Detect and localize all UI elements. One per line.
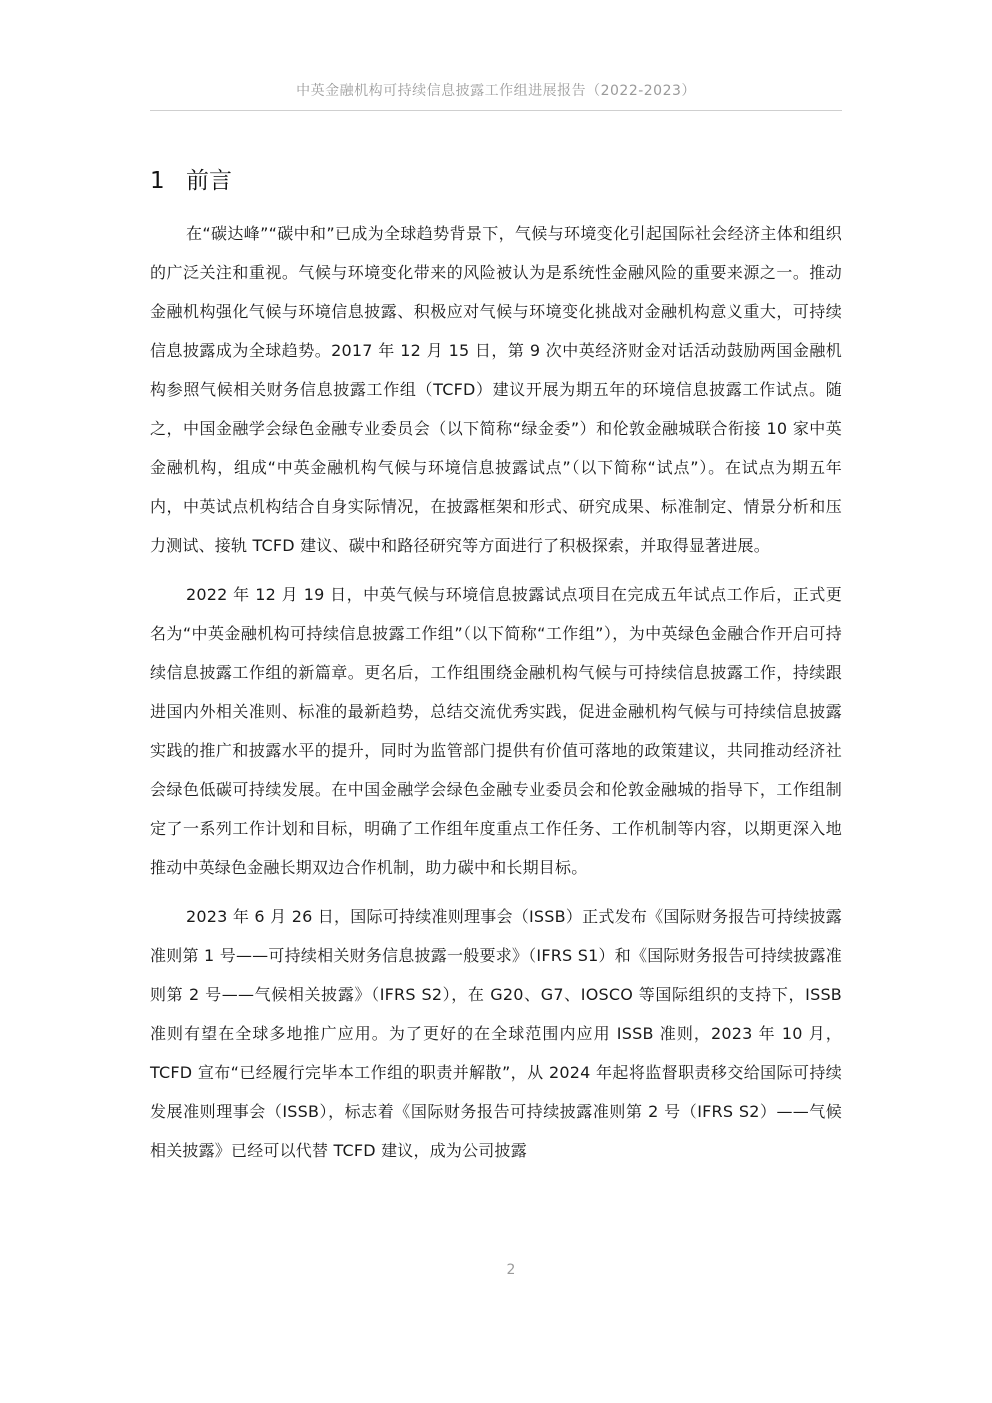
running-header: 中英金融机构可持续信息披露工作组进展报告（2022-2023） <box>296 83 696 99</box>
body-text <box>150 214 842 1180</box>
section-number: 1 <box>150 168 165 194</box>
page-number: 2 <box>506 1262 516 1278</box>
section-title: 前言 <box>186 168 232 194</box>
section-heading <box>150 162 232 195</box>
paragraph-1: 在“碳达峰”“碳中和”已成为全球趋势背景下，气候与环境变化引起国际社会经济主体和组织的广泛关注和重视。气候与环境变化带来的风险被认为是系统性金融风险的重要来源之一。推动金融机构强化气候与环境信息披露、积极应对气候与环境变化挑战对金融机构意义重大，可持续信息披露成为全球趋势。2017 年 12 月 15 日，第 9 次中英经济财金对话活动鼓励两国金融机构参照气候相关财务信息披露工作组（TCFD）建议开展为期五年的环境信息披露工作试点。随之，中国金融学会绿色金融专业委员会（以下简称“绿金委”）和伦敦金融城联合衔接 10 家中英金融机构，组成“中英金融机构气候与环境信息披露试点”（以下简称“试点”）。在试点为期五年内，中英试点机构结合自身实际情况，在披露框架和形式、研究成果、标准制定、情景分析和压力测试、接轨 TCFD 建议、碳中和路径研究等方面进行了积极探索，并取得显著进展。 <box>150 224 842 555</box>
header-divider <box>150 110 842 111</box>
paragraph-3: 2023 年 6 月 26 日，国际可持续准则理事会（ISSB）正式发布《国际财务报告可持续披露准则第 1 号——可持续相关财务信息披露一般要求》（IFRS S1）和《国际财务报告可持续披露准则第 2 号——气候相关披露》（IFRS S2），在 G20、G7、IOSCO 等国际组织的支持下，ISSB 准则有望在全球多地推广应用。为了更好的在全球范围内应用 ISSB 准则，2023 年 10 月，TCFD 宣布“已经履行完毕本工作组的职责并解散”，从 2024 年起将监督职责移交给国际可持续发展准则理事会（ISSB），标志着《国际财务报告可持续披露准则第 2 号（IFRS S2）——气候相关披露》已经可以代替 TCFD 建议，成为公司披露 <box>150 907 842 1160</box>
paragraph-2: 2022 年 12 月 19 日，中英气候与环境信息披露试点项目在完成五年试点工作后，正式更名为“中英金融机构可持续信息披露工作组”（以下简称“工作组”），为中英绿色金融合作开启可持续信息披露工作组的新篇章。更名后，工作组围绕金融机构气候与可持续信息披露工作，持续跟进国内外相关准则、标准的最新趋势，总结交流优秀实践，促进金融机构气候与可持续信息披露实践的推广和披露水平的提升，同时为监管部门提供有价值可落地的政策建议，共同推动经济社会绿色低碳可持续发展。在中国金融学会绿色金融专业委员会和伦敦金融城的指导下，工作组制定了一系列工作计划和目标，明确了工作组年度重点工作任务、工作机制等内容，以期更深入地推动中英绿色金融长期双边合作机制，助力碳中和长期目标。 <box>150 585 842 877</box>
